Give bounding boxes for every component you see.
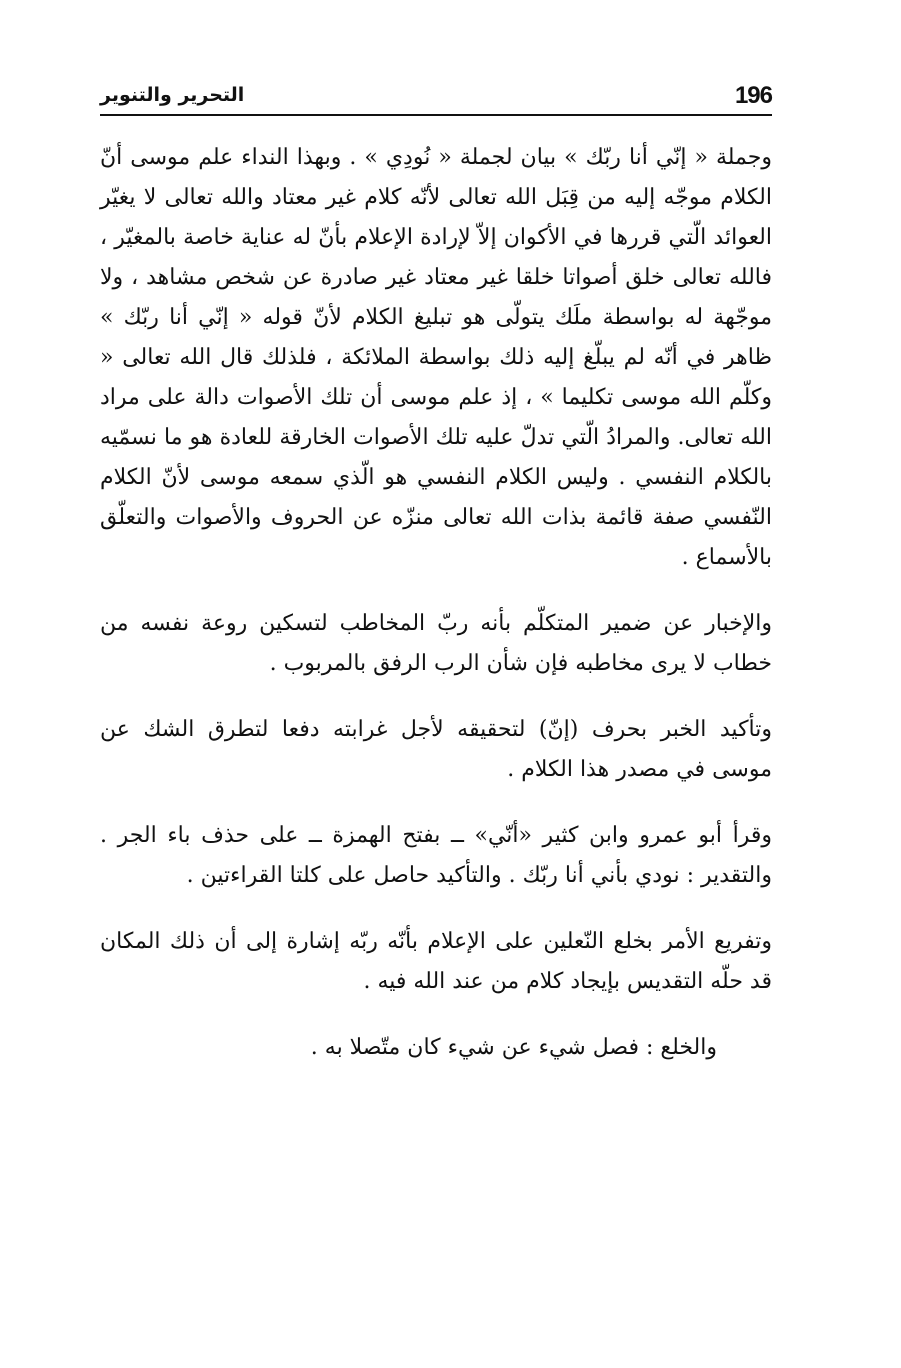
running-title: التحرير والتنوير [100,84,245,106]
paragraph-5: وتفريع الأمر بخلع النّعلين على الإعلام بأنّه ربّه إشارة إلى أن ذلك المكان قد حلّه التقديس بإيجاد كلام من عند الله فيه . [100,929,772,994]
paragraph-6: والخلع : فصل شيء عن شيء كان متّصلا به . [310,1035,717,1060]
paragraph-4: وقرأ أبو عمرو وابن كثير «أنّي» ــ بفتح الهمزة ــ على حذف باء الجر . والتقدير : نودي بأني أنا ربّك . والتأكيد حاصل على كلتا القراءتين . [100,823,772,888]
page-body [100,138,772,1068]
paragraph-1: وجملة « إنّي أنا ربّك » بيان لجملة « نُودِي » . وبهذا النداء علم موسى أنّ الكلام موجّه إليه من قِبَل الله تعالى لأنّه كلام غير معتاد والله تعالى لا يغيّر العوائد الّتي قررها في الأكوان إلاّ لإرادة الإعلام بأنّ له عناية خاصة بالمغيّر ، فالله تعالى خلق أصواتا خلقا غير معتاد غير صادرة عن شخص مشاهد ، ولا موجّهة له بواسطة ملَك يتولّى هو تبليغ الكلام لأنّ قوله « إنّي أنا ربّك » ظاهر في أنّه لم يبلّغ إليه ذلك بواسطة الملائكة ، فلذلك قال الله تعالى « وكلّم الله موسى تكليما » ، إذ علم موسى أن تلك الأصوات دالة على مراد الله تعالى. والمرادُ الّتي تدلّ عليه تلك الأصوات الخارقة للعادة هو ما نسمّيه بالكلام النفسي . وليس الكلام النفسي هو الّذي سمعه موسى لأنّ الكلام النّفسي صفة قائمة بذات الله تعالى منزّه عن الحروف والأصوات والتعلّق بالأسماع . [100,145,772,570]
page-header [100,80,772,116]
paragraph-3: وتأكيد الخبر بحرف (إنّ) لتحقيقه لأجل غرابته دفعا لتطرق الشك عن موسى في مصدر هذا الكلام . [100,717,772,782]
page-number: 196 [734,82,772,109]
paragraph-2: والإخبار عن ضمير المتكلّم بأنه ربّ المخاطب لتسكين روعة نفسه من خطاب لا يرى مخاطبه فإن شأن الرب الرفق بالمربوب . [100,611,772,676]
